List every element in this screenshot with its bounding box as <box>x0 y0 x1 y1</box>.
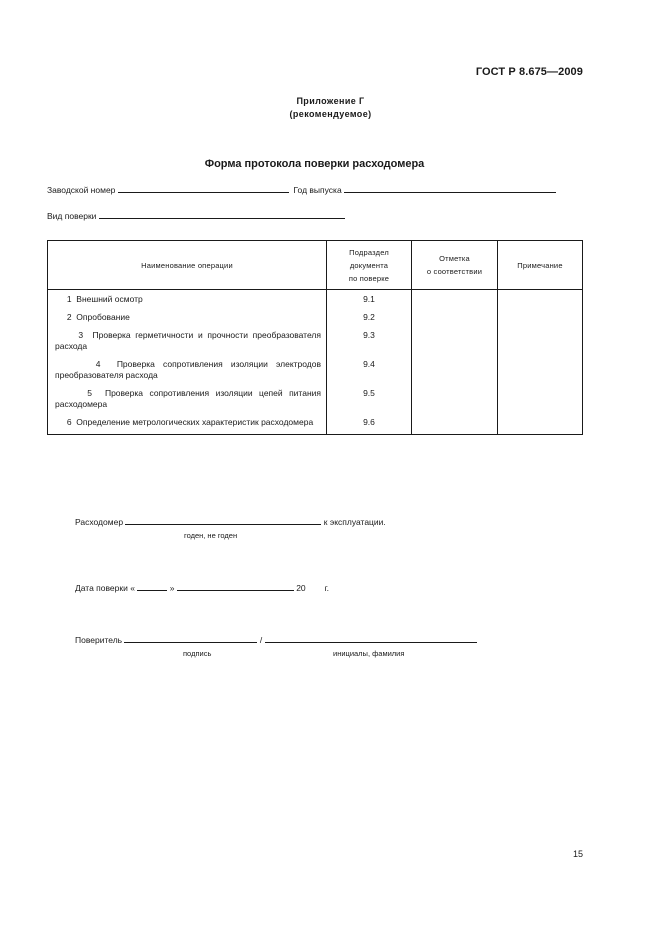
header-operation: Наименование операции <box>48 241 327 290</box>
protocol-table <box>47 240 583 435</box>
verifier-line <box>75 635 477 645</box>
note-cell <box>498 329 583 358</box>
verification-type-label: Вид поверки <box>47 211 97 221</box>
table-row <box>48 387 583 416</box>
meter-caption: годен, не годен <box>184 531 238 540</box>
operation-cell: 5 Проверка сопротивления изоляции цепей питания расходомера <box>48 387 327 416</box>
date-day-blank <box>137 583 167 591</box>
section-cell: 9.1 <box>327 290 412 312</box>
header-section: Подраздел документа по поверке <box>327 241 412 290</box>
note-cell <box>498 387 583 416</box>
meter-fitness-line <box>75 517 386 527</box>
mark-cell <box>412 416 498 435</box>
operation-cell: 6 Определение метрологических характеристик расходомера <box>48 416 327 435</box>
verifier-label: Поверитель <box>75 635 123 645</box>
operation-cell: 3 Проверка герметичности и прочности преобразователя расхода <box>48 329 327 358</box>
year-blank <box>344 185 556 193</box>
meter-fitness-blank <box>125 517 321 525</box>
mark-cell <box>412 387 498 416</box>
operation-cell: 2 Опробование <box>48 311 327 329</box>
mark-cell <box>412 290 498 312</box>
date-year: 20 <box>296 583 306 593</box>
form-title: Форма протокола поверки расходомера <box>204 158 425 170</box>
header-note: Примечание <box>498 241 583 290</box>
verification-type-line <box>47 211 345 221</box>
page-number: 15 <box>572 849 583 859</box>
date-suffix: г. <box>324 583 329 593</box>
section-cell: 9.4 <box>327 358 412 387</box>
verification-type-blank <box>99 211 345 219</box>
mark-cell <box>412 358 498 387</box>
table-row <box>48 416 583 435</box>
appendix-title: Приложение Г <box>296 96 365 106</box>
table-row <box>48 329 583 358</box>
note-cell <box>498 311 583 329</box>
mark-cell <box>412 329 498 358</box>
table-header-row <box>48 241 583 290</box>
table-row <box>48 358 583 387</box>
meter-label: Расходомер <box>75 517 124 527</box>
signature-caption: подпись <box>183 649 212 658</box>
year-label: Год выпуска <box>293 185 342 195</box>
header-mark: Отметка о соответствии <box>412 241 498 290</box>
meter-suffix: к эксплуатации. <box>323 517 386 527</box>
standard-number: ГОСТ Р 8.675—2009 <box>475 66 583 78</box>
section-cell: 9.5 <box>327 387 412 416</box>
table-row <box>48 290 583 312</box>
table-row <box>48 311 583 329</box>
name-caption: инициалы, фамилия <box>333 649 405 658</box>
verification-date-line <box>75 583 329 593</box>
serial-label: Заводской номер <box>47 185 116 195</box>
date-mid: » <box>169 583 175 593</box>
appendix-subtitle: (рекомендуемое) <box>289 109 372 119</box>
operation-cell: 4 Проверка сопротивления изоляции электродов преобразователя расхода <box>48 358 327 387</box>
note-cell <box>498 358 583 387</box>
mark-cell <box>412 311 498 329</box>
note-cell <box>498 416 583 435</box>
operation-cell: 1 Внешний осмотр <box>48 290 327 312</box>
section-cell: 9.2 <box>327 311 412 329</box>
note-cell <box>498 290 583 312</box>
signature-blank <box>124 635 257 643</box>
serial-year-line <box>47 185 556 195</box>
section-cell: 9.6 <box>327 416 412 435</box>
section-cell: 9.3 <box>327 329 412 358</box>
verifier-separator: / <box>259 635 263 645</box>
serial-blank <box>118 185 289 193</box>
name-blank <box>265 635 477 643</box>
date-label: Дата поверки « <box>75 583 135 593</box>
date-month-blank <box>177 583 294 591</box>
